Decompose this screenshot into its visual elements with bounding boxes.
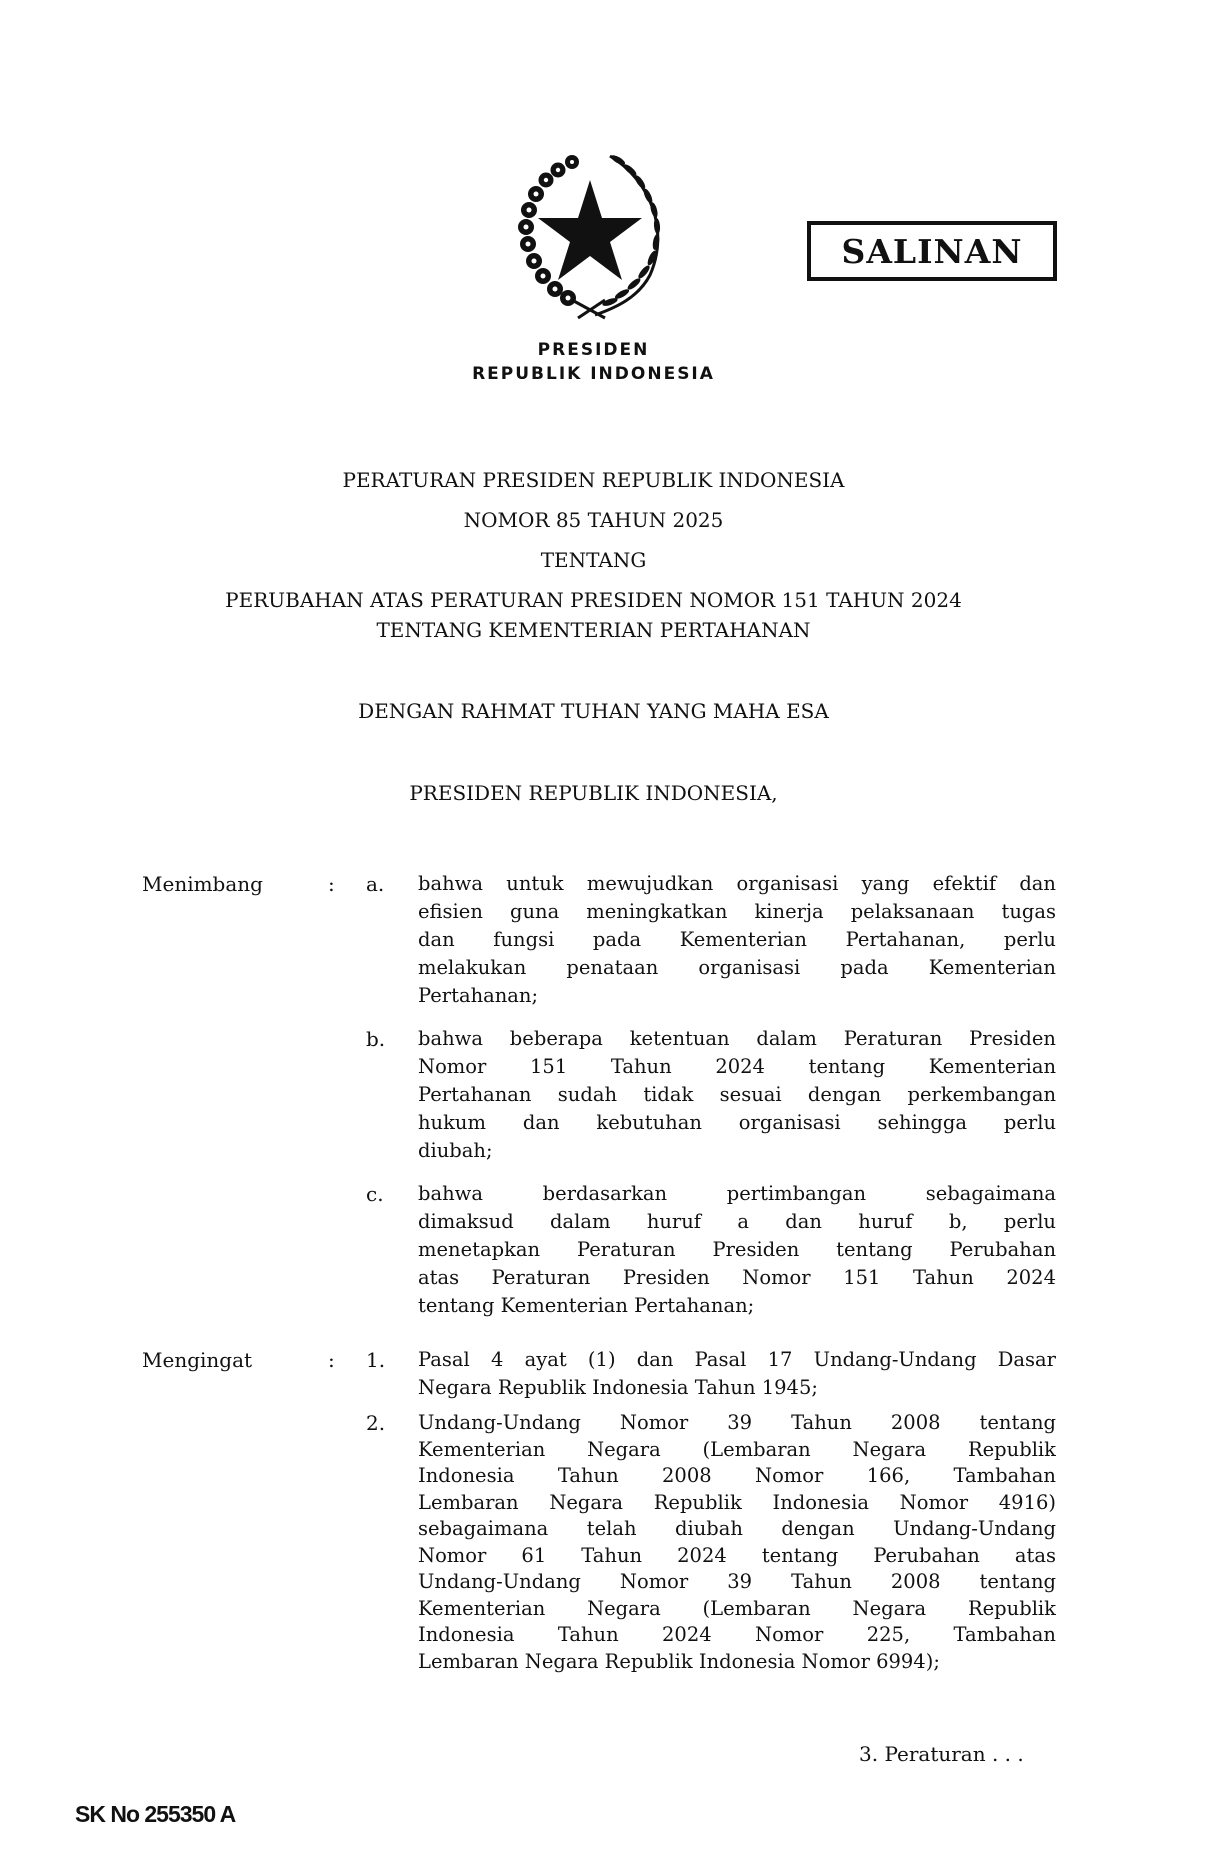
text-line: Indonesia Tahun 2008 Nomor 166, Tambahan — [418, 1464, 1056, 1487]
regulation-tentang: TENTANG — [540, 548, 647, 572]
menimbang-item-c — [418, 1180, 1056, 1320]
regulation-subject-line-2: TENTANG KEMENTERIAN PERTAHANAN — [376, 618, 811, 642]
mengingat-item-1 — [418, 1346, 1056, 1402]
sk-number: SK No 255350 A — [75, 1801, 236, 1827]
menimbang-item-a — [418, 870, 1056, 1010]
text-line: Kementerian Negara (Lembaran Negara Republik — [418, 1596, 1056, 1620]
office-line-2: REPUBLIK INDONESIA — [472, 364, 715, 384]
text-line: Indonesia Tahun 2024 Nomor 225, Tambahan — [418, 1623, 1056, 1646]
text-line: dimaksud dalam huruf a dan huruf b, perlu — [418, 1210, 1056, 1233]
text-line: atas Peraturan Presiden Nomor 151 Tahun 2024 — [418, 1266, 1056, 1289]
item-marker-2: 2. — [366, 1411, 386, 1435]
item-marker-a: a. — [366, 872, 385, 896]
menimbang-item-b — [418, 1025, 1056, 1165]
mengingat-label: Mengingat — [142, 1348, 253, 1372]
text-line: Nomor 151 Tahun 2024 tentang Kementerian — [418, 1055, 1056, 1078]
text-line: Undang-Undang Nomor 39 Tahun 2008 tentang — [418, 1570, 1056, 1593]
text-line: bahwa berdasarkan pertimbangan sebagaimana — [418, 1182, 1056, 1205]
salinan-stamp — [807, 221, 1057, 281]
item-marker-b: b. — [366, 1027, 386, 1051]
authority-line: PRESIDEN REPUBLIK INDONESIA, — [409, 781, 778, 805]
text-line: Nomor 61 Tahun 2024 tentang Perubahan atas — [418, 1543, 1056, 1567]
text-line: Pertahanan; — [418, 984, 539, 1007]
text-line: melakukan penataan organisasi pada Kementerian — [418, 956, 1056, 979]
text-line: Lembaran Negara Republik Indonesia Nomor 6994); — [418, 1649, 940, 1673]
item-marker-c: c. — [366, 1182, 384, 1206]
text-line: diubah; — [418, 1139, 493, 1162]
text-line: tentang Kementerian Pertahanan; — [418, 1294, 755, 1317]
text-line: Pertahanan sudah tidak sesuai dengan perkembangan — [418, 1083, 1056, 1106]
invocation: DENGAN RAHMAT TUHAN YANG MAHA ESA — [358, 699, 829, 723]
text-line: menetapkan Peraturan Presiden tentang Perubahan — [418, 1238, 1056, 1261]
mengingat-item-2 — [418, 1410, 1056, 1675]
text-line: dan fungsi pada Kementerian Pertahanan, perlu — [418, 928, 1056, 951]
text-line: Negara Republik Indonesia Tahun 1945; — [418, 1376, 818, 1399]
text-line: bahwa beberapa ketentuan dalam Peraturan Presiden — [418, 1027, 1056, 1050]
text-line: Undang-Undang Nomor 39 Tahun 2008 tentang — [418, 1411, 1056, 1434]
regulation-title: PERATURAN PRESIDEN REPUBLIK INDONESIA — [342, 468, 845, 492]
item-marker-1: 1. — [366, 1348, 386, 1372]
office-line-1: PRESIDEN — [537, 340, 650, 360]
menimbang-colon: : — [328, 872, 335, 896]
text-line: bahwa untuk mewujudkan organisasi yang efektif dan — [418, 872, 1056, 895]
salinan-label: SALINAN — [841, 231, 1023, 271]
mengingat-colon: : — [328, 1348, 335, 1372]
text-line: efisien guna meningkatkan kinerja pelaksanaan tugas — [418, 900, 1056, 923]
next-page-marker: 3. Peraturan . . . — [859, 1742, 1024, 1766]
menimbang-label: Menimbang — [142, 872, 263, 896]
text-line: sebagaimana telah diubah dengan Undang-Undang — [418, 1517, 1056, 1540]
text-line: hukum dan kebutuhan organisasi sehingga perlu — [418, 1111, 1056, 1134]
text-line: Lembaran Negara Republik Indonesia Nomor 4916) — [418, 1490, 1056, 1514]
regulation-number: NOMOR 85 TAHUN 2025 — [463, 508, 724, 532]
presidential-emblem-icon — [510, 150, 675, 320]
regulation-subject-line-1: PERUBAHAN ATAS PERATURAN PRESIDEN NOMOR 151 TAHUN 2024 — [225, 588, 962, 612]
text-line: Kementerian Negara (Lembaran Negara Republik — [418, 1437, 1056, 1461]
text-line: Pasal 4 ayat (1) dan Pasal 17 Undang-Undang Dasar — [418, 1348, 1056, 1371]
